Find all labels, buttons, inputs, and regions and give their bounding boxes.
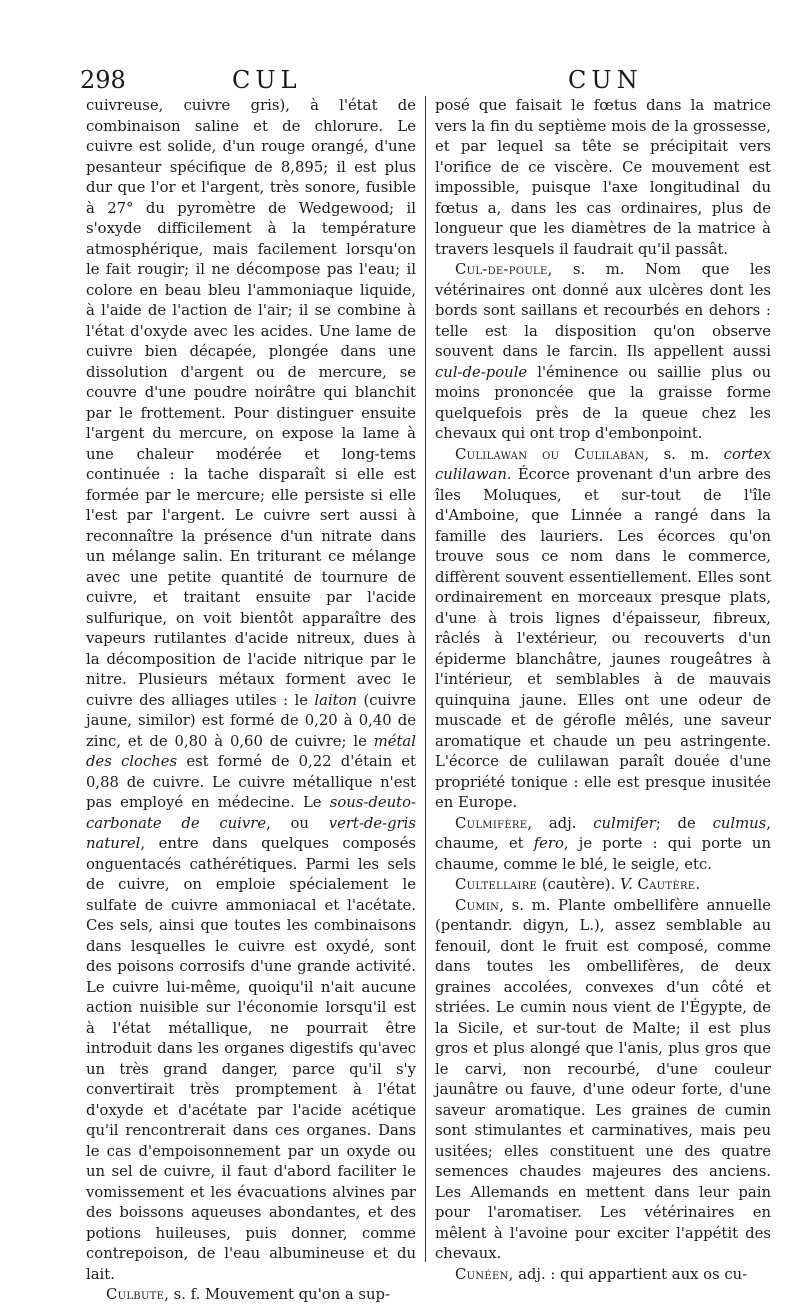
cultellaire-end: . bbox=[695, 876, 701, 893]
running-header bbox=[0, 66, 800, 98]
cuneen-text: , adj. : qui appartient aux os cu- bbox=[508, 1265, 748, 1283]
cuivre-text-5: , entre dans quelques composés onguentacés cathérétiques. Parmi les sels de cuivre, on emploie spécialement le sulfate de cuivre ammoniacal et l'acétate. Ces sels, ainsi que toutes les combinaisons dans lesquelles le cuivre est oxydé, sont des poisons corrosifs d'une grande activité. Le cuivre lui-même, quoiqu'il n'ait aucune action nuisible sur l'économie lorsqu'il est à l'état métallique, ne pourrait être introduit dans les organes digestifs qu'avec un très grand danger, parce qu'il s'y convertirait très promptement à l'état d'oxyde et d'acétate par l'acide acétique qu'il rencontrerait dans ces organes. Dans le cas d'empoisonnement par un oxyde ou un sel de cuivre, il faut d'abord faciliter le vomissement et les évacuations alvines par des boissons aqueuses abondantes, et des potions huileuses, puis donner, comme contrepoison, de l'eau albumineuse et du lait. bbox=[86, 835, 416, 1283]
voyez-abbrev: V. bbox=[620, 876, 633, 893]
left-column bbox=[86, 96, 416, 1306]
cul-de-poule-text: , s. m. Nom que les vétérinaires ont donné aux ulcères dont les bords sont saillans et recourbés en dehors : telle est la disposition qu'on observe souvent dans le farcin. Ils appellent aussi bbox=[435, 261, 771, 360]
cross-ref-cautere: Cautère bbox=[637, 876, 696, 893]
cuivre-text-4: , ou bbox=[266, 814, 309, 832]
cuivre-text: cuivreuse, cuivre gris), à l'état de combinaison saline et de chlorure. Le cuivre est solide, d'un rouge orangé, d'une pesanteur spécifique de 8,895; il est plus dur que l'or et l'argent, très sonore, fusible à 27° du pyromètre de Wedgewood; il s'oxyde difficilement à la température atmosphérique, mais facilement lorsqu'on le fait rougir; il ne décompose pas l'eau; il colore en beau bleu l'ammoniaque liquide, à l'aide de l'action de l'air; il se combine à l'état d'oxyde avec les acides. Une lame de cuivre bien décapée, plongée dans une dissolution d'argent ou de mercure, se couvre d'une poudre noirâtre qui blanchit par le frottement. Pour distinguer ensuite l'argent du mercure, on expose la lame à une chaleur modérée et long-tems continuée : la tache disparaît si elle est formée par le mercure; elle persiste si elle l'est par l'argent. Le cuivre sert aussi à reconnaître la présence d'un nitrate dans un mélange salin. En triturant ce mélange avec une petite quantité de tournure de cuivre, et traitant ensuite par l'acide sulfurique, on voit bientôt apparaître des vapeurs rutilantes d'acide nitreux, dues à la décomposition de l'acide nitrique par le nitre. Plusieurs métaux forment avec le cuivre des alliages utiles : le bbox=[86, 97, 416, 709]
culmifere-text: , adj. bbox=[527, 814, 577, 832]
column-divider bbox=[425, 96, 426, 1262]
cul-de-poule-term: cul-de-poule bbox=[435, 363, 528, 381]
culilawan-text-2: . Écorce provenant d'un arbre des îles Moluques, et sur-tout de l'île d'Amboine, que Linnée a rangé dans la famille des lauriers. Les écorces qu'on trouve sous ce nom dans le commerce, diffèrent souvent essentiellement. Elles sont ordinairement en morceaux presque plats, d'une à trois lignes d'épaisseur, fibreux, râclés à l'extérieur, ou recouverts d'un épiderme blanchâtre, jaunes rougeâtres à l'intérieur, et semblables à de mauvais quinquina jaune. Elles ont une odeur de muscade et de gérofle mêlés, une saveur aromatique et chaude un peu astringente. L'écorce de culilawan paraît douée d'une propriété tonique : elle est presque inusitée en Europe. bbox=[435, 466, 771, 811]
entry-cultellaire bbox=[435, 875, 771, 896]
page-number: 298 bbox=[80, 66, 126, 94]
entry-culbute bbox=[86, 1285, 416, 1306]
metal-des-cloches-term: métal des cloches bbox=[86, 732, 416, 770]
culilawan-text: , s. m. bbox=[644, 445, 710, 463]
headword-culbute: Culbute bbox=[106, 1286, 165, 1303]
left-guide-word: CUL bbox=[232, 66, 302, 94]
headword-cumin: Cumin bbox=[455, 896, 500, 914]
entry-culilawan bbox=[435, 445, 771, 814]
culmifere-text-2: ; de bbox=[655, 814, 696, 832]
culbute-text: , s. f. Mouvement qu'on a sup- bbox=[164, 1286, 391, 1303]
entry-culmifere bbox=[435, 814, 771, 876]
cortex-culilawan-term: cortex culilawan bbox=[435, 445, 771, 483]
headword-cul-de-poule: Cul-de-poule bbox=[455, 261, 548, 278]
right-guide-word: CUN bbox=[568, 66, 643, 94]
cuivre-text-3: est formé de 0,22 d'étain et 0,88 de cuivre. Le cuivre métallique n'est pas employé en médecine. Le bbox=[86, 753, 416, 811]
cuivre-continuation bbox=[86, 96, 416, 1285]
cumin-text: , s. m. Plante ombellifère annuelle (pentandr. digyn, L.), assez semblable au fenouil, dont le fruit est composé, comme dans toutes les ombellifères, de deux graines accolées, convexes d'un côté et striées. Le cumin nous vient de l'Égypte, de la Sicile, et sur-tout de Malte; il est plus gros et plus alongé que l'anis, plus gros que le carvi, non recourbé, d'une couleur jaunâtre ou fauve, d'une odeur forte, d'une saveur aromatique. Les graines de cumin sont stimulantes et carminatives, mais peu usitées; elles constituent une des quatre semences chaudes majeures des anciens. Les Allemands en mettent dans leur pain pour l'aromatiser. Les vétérinaires en mêlent à l'avoine pour exciter l'appétit des chevaux. bbox=[435, 896, 771, 1262]
cuivre-text-2: (cuivre jaune, similor) est formé de 0,20 à 0,40 de zinc, et de 0,80 à 0,60 de cuivre; le bbox=[86, 691, 416, 750]
culmifer-term: culmifer bbox=[593, 814, 656, 832]
cultellaire-text: (cautère). bbox=[541, 876, 616, 893]
headword-culmifere: Culmifère bbox=[455, 814, 528, 832]
headword-cuneen: Cunéen bbox=[455, 1265, 509, 1283]
entry-cumin bbox=[435, 896, 771, 1265]
right-column bbox=[435, 96, 771, 1285]
laiton-term: laiton bbox=[314, 691, 358, 709]
culbute-text-2: posé que faisait le fœtus dans la matrice vers la fin du septième mois de la grossesse, et par lequel sa tête se précipitait vers l'orifice de ce viscère. Ce mouvement est impossible, puisque l'axe longitudinal du fœtus a, dans les cas ordinaires, plus de longueur que les diamètres de la matrice à travers lesquels il faudrait qu'il passât. bbox=[435, 97, 771, 258]
culmus-term: culmus bbox=[712, 814, 767, 832]
headword-culilawan: Culilawan ou Culilaban bbox=[455, 445, 645, 463]
vert-de-gris-term: vert-de-gris naturel bbox=[86, 814, 416, 852]
culbute-continuation bbox=[435, 96, 771, 260]
culmifere-text-4: , je porte : qui porte un chaume, comme le blé, le seigle, etc. bbox=[435, 835, 771, 873]
cul-de-poule-text-2: l'éminence ou saillie plus ou moins prononcée que la graisse forme quelquefois près de la queue chez les chevaux qui ont trop d'embonpoint. bbox=[435, 363, 771, 442]
headword-cultellaire: Cultellaire bbox=[455, 876, 538, 893]
culmifere-text-3: , chaume, et bbox=[435, 814, 771, 852]
fero-term: fero bbox=[533, 835, 564, 852]
sous-deuto-carbonate-term: sous-deuto-carbonate de cuivre bbox=[86, 794, 416, 832]
entry-cuneen bbox=[435, 1265, 771, 1286]
entry-cul-de-poule bbox=[435, 260, 771, 445]
